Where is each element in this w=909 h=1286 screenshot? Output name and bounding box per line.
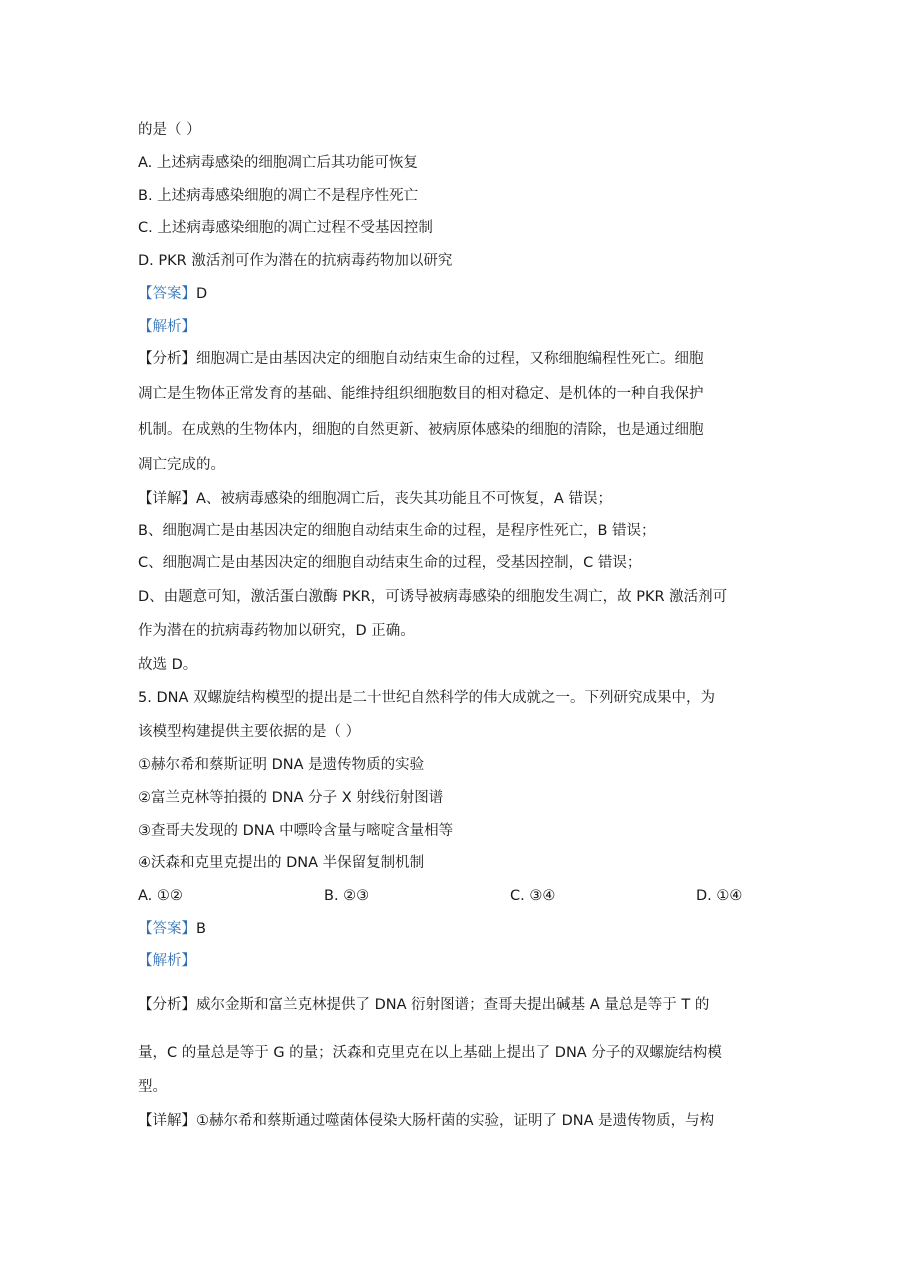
detail-text-5: 作为潜在的抗病毒药物加以研究，D 正确。: [138, 623, 415, 639]
detail-text-2: B、细胞凋亡是由基因决定的细胞自动结束生命的过程，是程序性死亡，B 错误；: [138, 523, 656, 539]
statement-1: ①赫尔希和蔡斯证明 DNA 是遗传物质的实验: [138, 757, 425, 773]
answer-value: B: [196, 921, 206, 937]
statement-3: ③查哥夫发现的 DNA 中嘌呤含量与嘧啶含量相等: [138, 823, 454, 839]
choice-d: D. ①④: [696, 888, 743, 904]
answer-row-2: [138, 919, 206, 939]
answer-row: [138, 284, 207, 304]
option-c: C. 上述病毒感染细胞的凋亡过程不受基因控制: [138, 220, 433, 236]
question-tail: 的是（ ）: [138, 122, 201, 138]
statement-4: ④沃森和克里克提出的 DNA 半保留复制机制: [138, 855, 425, 871]
analysis-text-2: 凋亡是生物体正常发育的基础、能维持组织细胞数目的相对稳定、是机体的一种自我保护: [138, 386, 704, 402]
answer-value: D: [196, 286, 208, 302]
analysis-5-text-1: 【分析】威尔金斯和富兰克林提供了 DNA 衍射图谱；查哥夫提出碱基 A 量总是等于 T 的: [138, 997, 710, 1013]
option-b: B. 上述病毒感染细胞的凋亡不是程序性死亡: [138, 188, 419, 204]
detail-text-1: 【详解】A、被病毒感染的细胞凋亡后，丧失其功能且不可恢复，A 错误；: [138, 491, 612, 507]
analysis-text-4: 凋亡完成的。: [138, 457, 225, 473]
conclusion: 故选 D。: [138, 657, 198, 673]
option-d: D. PKR 激活剂可作为潜在的抗病毒药物加以研究: [138, 253, 453, 269]
analysis-5-text-2: 量，C 的量总是等于 G 的量；沃森和克里克在以上基础上提出了 DNA 分子的双螺旋结构模: [138, 1045, 722, 1061]
choice-c: C. ③④: [510, 888, 556, 904]
statement-2: ②富兰克林等拍摄的 DNA 分子 X 射线衍射图谱: [138, 790, 444, 806]
question-5-line-2: 该模型构建提供主要依据的是（ ）: [138, 724, 361, 740]
analysis-label: 【解析】: [138, 319, 196, 335]
choice-b: B. ②③: [324, 888, 370, 904]
answer-label: 【答案】: [138, 921, 196, 937]
detail-text-4: D、由题意可知，激活蛋白激酶 PKR，可诱导被病毒感染的细胞发生凋亡，故 PKR 激活剂可: [138, 589, 728, 605]
question-5-line-1: 5. DNA 双螺旋结构模型的提出是二十世纪自然科学的伟大成就之一。下列研究成果中，为: [138, 690, 715, 706]
detail-5-text-1: 【详解】①赫尔希和蔡斯通过噬菌体侵染大肠杆菌的实验，证明了 DNA 是遗传物质，与构: [138, 1113, 715, 1129]
analysis-5-text-3: 型。: [138, 1079, 167, 1095]
answer-label: 【答案】: [138, 286, 196, 302]
option-a: A. 上述病毒感染的细胞凋亡后其功能可恢复: [138, 155, 418, 171]
detail-text-3: C、细胞凋亡是由基因决定的细胞自动结束生命的过程，受基因控制，C 错误；: [138, 555, 642, 571]
analysis-label: 【解析】: [138, 953, 196, 969]
analysis-text-1: 【分析】细胞凋亡是由基因决定的细胞自动结束生命的过程，又称细胞编程性死亡。细胞: [138, 351, 704, 367]
analysis-text-3: 机制。在成熟的生物体内，细胞的自然更新、被病原体感染的细胞的清除，也是通过细胞: [138, 422, 704, 438]
choice-a: A. ①②: [138, 888, 183, 904]
